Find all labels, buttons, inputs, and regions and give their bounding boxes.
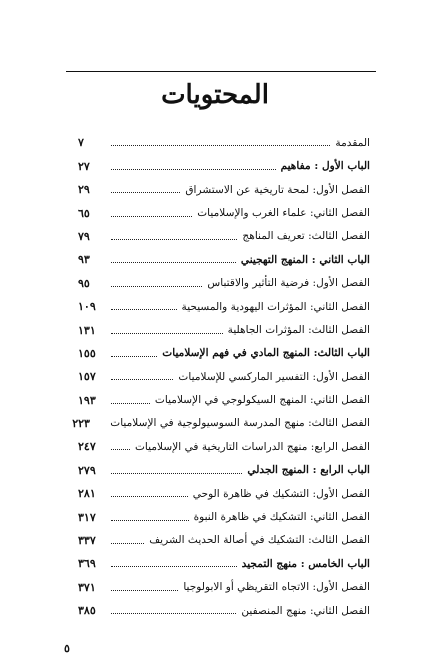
toc-entry-row [78, 526, 370, 549]
dot-leader [111, 309, 177, 310]
toc-entry-row [78, 385, 370, 408]
toc-part-row [78, 151, 370, 174]
toc-page-number: ٣٧١ [78, 580, 96, 594]
dot-leader [111, 520, 189, 521]
dot-leader [111, 566, 237, 567]
dot-leader [111, 473, 242, 474]
toc-part-row [78, 455, 370, 478]
toc-page-number: ٢٧ [78, 159, 90, 173]
toc-label: الفصل الثالث: التشكيك في أصالة الحديث الشريف [149, 534, 370, 547]
toc-page-number: ٣٨٥ [78, 604, 96, 618]
dot-leader [111, 449, 130, 450]
toc-page-number: ١٣١ [78, 323, 96, 337]
toc-label: الفصل الأول: الاتجاه التقريظي أو الابولوجيا [183, 581, 370, 594]
toc-page-number: ١٩٣ [78, 393, 96, 407]
toc-entry-row [78, 432, 370, 455]
toc-page-number: ٣٣٧ [78, 534, 96, 548]
header-rule [66, 71, 376, 72]
toc-entry-row [78, 198, 370, 221]
toc-entry-row [78, 479, 370, 502]
toc-part-row [78, 339, 370, 362]
toc-page-number: ١٥٧ [78, 370, 96, 384]
toc-label: الفصل الثالث: تعريف المناهج [242, 230, 370, 243]
toc-entry-row [78, 502, 370, 525]
table-of-contents [72, 128, 370, 619]
toc-page-number: ٧٩ [78, 229, 90, 243]
toc-page-number: ٩٣ [78, 253, 90, 267]
toc-label: الفصل الثاني: المنهج السيكولوجي في الإسلاميات [154, 394, 370, 407]
dot-leader [111, 496, 188, 497]
dot-leader [111, 356, 157, 357]
page-number: ٥ [64, 642, 70, 655]
toc-label: الفصل الثاني: المؤثرات اليهودية والمسيحية [181, 300, 370, 313]
toc-entry-row [78, 596, 370, 619]
toc-entry-row [78, 268, 370, 291]
dot-leader [111, 262, 236, 263]
toc-label: الفصل الرابع: منهج الدراسات التاريخية في الإسلاميات [134, 440, 370, 453]
toc-page-number: ٦٥ [78, 206, 90, 220]
toc-label: الباب الثالث: المنهج المادي في فهم الإسلاميات [162, 347, 370, 360]
toc-label: الباب الخامس : منهج التمجيد [241, 557, 370, 570]
toc-label: الفصل الأول: لمحة تاريخية عن الاستشراق [185, 183, 370, 196]
dot-leader [111, 169, 276, 170]
toc-page-number: ٢٢٣ [72, 417, 90, 431]
dot-leader [111, 286, 202, 287]
toc-entry-row [78, 315, 370, 338]
toc-label: الفصل الثاني: منهج المنصفين [241, 604, 370, 617]
toc-page-number: ٧ [78, 136, 84, 150]
toc-page-number: ٣١٧ [78, 510, 96, 524]
dot-leader [111, 145, 330, 146]
dot-leader [111, 192, 180, 193]
toc-part-row [78, 549, 370, 572]
toc-page-number: ١٠٩ [78, 300, 96, 314]
toc-label: الباب الأول : مفاهيم [280, 160, 370, 173]
page-title: المحتويات [161, 80, 269, 110]
toc-label: الفصل الثاني: علماء الغرب والإسلاميات [197, 206, 370, 219]
toc-label: الفصل الأول: فرضية التأثير والاقتباس [207, 277, 370, 290]
toc-page-number: ١٥٥ [78, 346, 96, 360]
dot-leader [111, 590, 178, 591]
toc-entry-row [78, 362, 370, 385]
toc-label: الفصل الثاني: التشكيك في ظاهرة النبوة [193, 511, 370, 524]
toc-page-number: ٢٧٩ [78, 463, 96, 477]
dot-leader [111, 403, 150, 404]
toc-entry-row [72, 409, 370, 432]
toc-page-number: ٣٦٩ [78, 557, 96, 571]
toc-page-number: ٢٨١ [78, 487, 96, 501]
toc-label: الفصل الثالث: منهج المدرسة السوسيولوجية في الإسلاميات [110, 417, 370, 430]
toc-label: المقدمة [335, 136, 370, 149]
toc-entry-row [78, 128, 370, 151]
dot-leader [111, 613, 236, 614]
toc-entry-row [78, 222, 370, 245]
dot-leader [111, 216, 192, 217]
toc-label: الباب الثاني : المنهج التهجيني [240, 253, 370, 266]
toc-label: الفصل الأول: التفسير الماركسي للإسلاميات [178, 370, 370, 383]
toc-page-number: ٢٩ [78, 183, 90, 197]
toc-label: الفصل الأول: التشكيك في ظاهرة الوحي [192, 487, 370, 500]
toc-label: الباب الرابع : المنهج الجدلي [247, 464, 370, 477]
dot-leader [111, 333, 223, 334]
dot-leader [111, 239, 237, 240]
toc-page-number: ٢٤٧ [78, 440, 96, 454]
dot-leader [111, 543, 144, 544]
dot-leader [111, 379, 173, 380]
toc-label: الفصل الثالث: المؤثرات الجاهلية [227, 323, 370, 336]
toc-entry-row [78, 292, 370, 315]
toc-page-number: ٩٥ [78, 276, 90, 290]
toc-entry-row [78, 572, 370, 595]
toc-entry-row [78, 175, 370, 198]
toc-part-row [78, 245, 370, 268]
